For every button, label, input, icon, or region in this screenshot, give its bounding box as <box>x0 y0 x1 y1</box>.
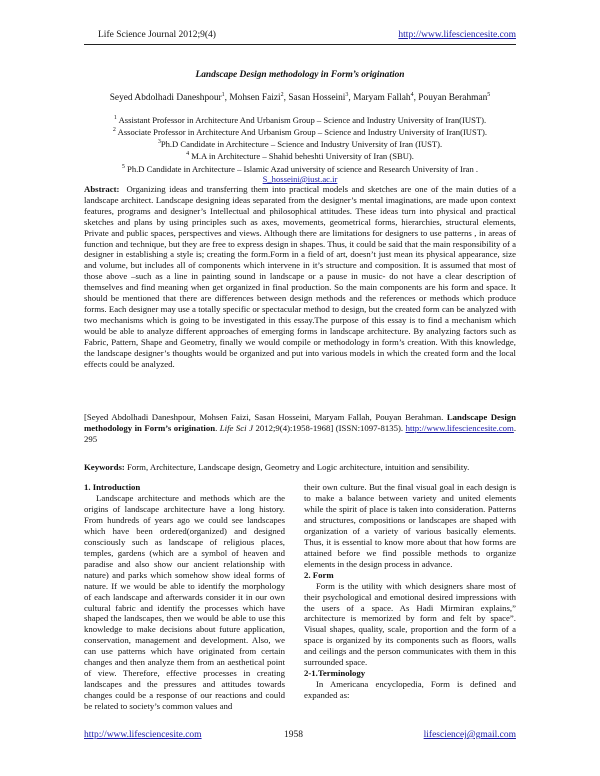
journal-name: Life Science Journal 2012;9(4) <box>98 30 216 40</box>
section-heading: 2-1.Terminology <box>304 668 366 679</box>
affiliation-sup: 3 <box>157 139 161 146</box>
affiliations <box>84 113 516 184</box>
citation-number: . 295 <box>84 422 517 444</box>
affiliation-text: Ph.D Candidate in Architecture – Science and Industry University of Iran (IUST). <box>160 139 443 150</box>
citation-authors: [Seyed Abdolhadi Daneshpour, Mohsen Faizi, Sasan Hosseini, Maryam Fallah, Pouyan Berahman. <box>84 412 444 422</box>
header-url-link[interactable]: http://www.lifesciencesite.com <box>398 30 516 40</box>
body-paragraph: Landscape architecture and methods which are the origins of landscape architecture have a long history. From hundreds of years ago we could see landscapes which have been ordered(organized) and designed consciously such as landscape of religious places, temples, gardens (which are a symbol of heaven and paradise and also show our ancient relationship with nature) and parks which somehow show ideal forms of nature. If we would be able to identify the morphology of each landscape and afterwards consider it in our own cultural fabric and identify the processes which have shaped the landscapes, then we would be able to use this knowledge to make decisions about future application, conservation, management and development. Also, we can use patterns which have originated from certain changes and then analyze them from an aesthetical point of view. Therefore, effective processes in creating landscapes and the pressures and attitudes towards changes could be a response of our reactions and could be related to society’s common values and <box>84 493 285 712</box>
affiliation-sup: 2 <box>112 127 116 134</box>
page-footer <box>84 730 516 744</box>
footer-url-link[interactable]: http://www.lifesciencesite.com <box>84 730 202 740</box>
affiliation-sup: 4 <box>186 151 190 158</box>
page-number: 1958 <box>284 730 303 740</box>
body-paragraph: In Americana encyclopedia, Form is defined and expanded as: <box>304 679 516 701</box>
affiliation-sup: 5 <box>121 163 125 170</box>
author: Seyed Abdolhadi Daneshpour <box>109 93 222 104</box>
affiliation-text: Assistant Professor in Architecture And Urbanism Group – Science and Industry University of Iran(IUST). <box>118 114 487 125</box>
affiliation-text: Associate Professor in Architecture And Urbanism Group – Science and Industry University of Iran(IUST). <box>117 127 488 138</box>
author-email-link[interactable]: S_hosseini@iust.ac.ir <box>262 173 338 184</box>
header-rule <box>84 44 516 45</box>
author: Mohsen Faizi <box>229 93 281 104</box>
body-paragraph: their own culture. But the final visual goal in each design is to make a balance between variety and united elements while the spirit of place is taken into consideration. Patterns and structures, compositions or landscapes are shaped with organization of a variety of various basically elements. Thus, it is essential to know more about that how forms are attained before we find possible methods to organize elements in the design process in advance. <box>304 482 516 569</box>
section-heading: 1. Introduction <box>84 482 141 492</box>
citation-details: 2012;9(4):1958-1968] (ISSN:1097-8135). <box>255 422 404 433</box>
author: Sasan Hosseini <box>288 93 346 104</box>
author-sep: , <box>413 93 419 104</box>
section-heading: 2. Form <box>304 569 334 580</box>
author-sup: 1 <box>221 92 225 98</box>
author-sup: 2 <box>280 92 284 98</box>
abstract-text: Organizing ideas and transferring them into practical models and sketches are one of the main duties of a landscape architect. Landscape designing ideas separated from the designer’s mental imaginations, are made upon context features, programs and designer’s Intellectual and philosophical attitudes. These ideas turn into physical and practical sketches and plans by using principles such as axes, movements, geometrical forms, hierarchies, structural elements, Private and public spaces, perspectives and views. Although there are limitations for designers to use patterns , in areas of function and technique, but they are free to express design in shapes. Thus, it could be said that the main responsibility of a designer in establishing a style is; creating the form.Form in a field of art, doesn’t just mean its physical appearance, size and volume, but includes all of components which intervene in it’s structure and composition. It is assumed that most of those above –such as a line in painting sound in landscape or a pause in music- do not have a clear description of themselves and find meaning when get organized in final production. So the main components are his form and space. It should be mentioned that there are differences between design methods and the references or methods which produce forms. Each designer may use a totally specific or spectacular method to design, but the created form can be analyzed with two mechanisms which is going to be investigated in this essay.The purpose of this essay is to find a mechanism which would be able to analyze different approaches of emerging forms in landscape architecture. By analyzing factors such as Fabric, Pattern, Shape and Geometry, finally we would compile or methodology in form’s creation. With this knowledge, the landscape designer’s thoughts would be organized and put into various models in which the created form and the local effects could be analyzed. <box>84 184 517 369</box>
affiliation <box>84 113 516 125</box>
affiliation-text: M.A in Architecture – Shahid beheshti University of Iran (SBU). <box>191 151 414 162</box>
author-sep: , <box>348 93 354 104</box>
affiliation-sup: 1 <box>113 115 117 121</box>
keywords <box>84 462 516 472</box>
keywords-text: Form, Architecture, Landscape design, Geometry and Logic architecture, intuition and sensibility. <box>127 462 470 472</box>
author-sup: 5 <box>487 92 491 98</box>
citation-link[interactable]: http://www.lifesciencesite.com <box>405 422 514 433</box>
author-sup: 4 <box>410 92 414 98</box>
author: Maryam Fallah <box>353 93 411 104</box>
abstract-label: Abstract: <box>84 184 120 194</box>
author-sup: 3 <box>345 92 349 98</box>
citation-journal: Life Sci J <box>219 422 253 433</box>
affiliation <box>84 137 516 149</box>
keywords-label: Keywords: <box>84 462 125 472</box>
author-sep: , <box>283 93 289 104</box>
body-paragraph: Form is the utility with which designers share most of their psychological and emotional desired impressions with the users of a space. As Hadi Mirmiran explains,” architecture is memorized by form and felt by space”. Visual shapes, quality, scale, proportion and the form of a space is organized by its components such as floors, walls and ceilings and the person communicates with them in this surrounded space. <box>304 580 516 668</box>
right-column <box>304 482 516 701</box>
author-sep: , <box>224 93 230 104</box>
citation: [Seyed Abdolhadi Daneshpour, Mohsen Faizi, Sasan Hosseini, Maryam Fallah, Pouyan Berahman. Landscape Design methodology in Form’s origination. Life Sci J 2012;9(4):1958-1968] (ISSN:1097-8135). http://www.lifesciencesite.com. 295 <box>84 412 517 444</box>
left-column <box>84 482 285 712</box>
author: Pouyan Berahman <box>418 93 488 104</box>
citation-title: Landscape Design methodology in Form’s origination <box>84 412 517 433</box>
affiliation <box>84 162 516 174</box>
author-list <box>84 92 516 103</box>
affiliation <box>84 125 516 137</box>
abstract <box>84 184 516 369</box>
footer-email-link[interactable]: lifesciencej@gmail.com <box>423 730 516 740</box>
affiliation <box>84 149 516 161</box>
affiliation-text: Ph.D Candidate in Architecture – Islamic Azad university of science and Research University of Iran . <box>127 163 479 174</box>
paper-title: Landscape Design methodology in Form’s origination <box>195 70 405 80</box>
